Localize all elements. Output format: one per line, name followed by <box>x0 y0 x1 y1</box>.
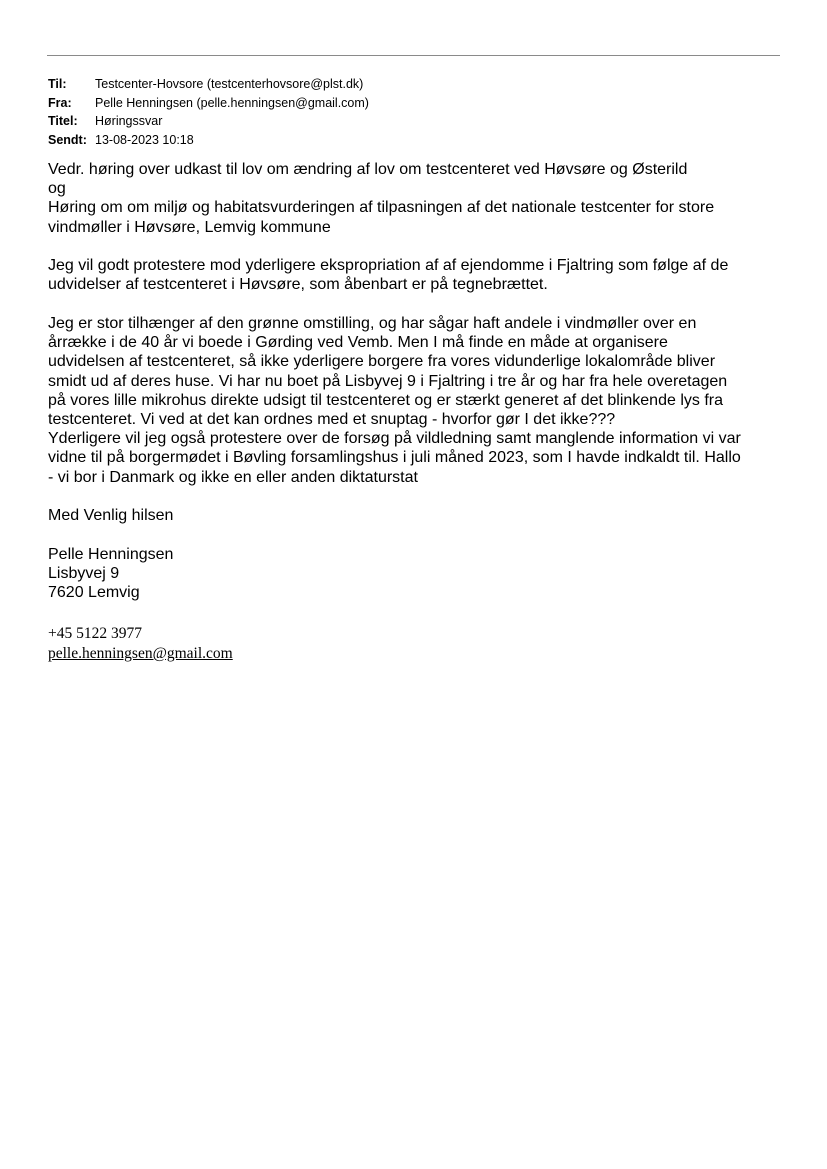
header-from-value: Pelle Henningsen (pelle.henningsen@gmail.com) <box>95 95 369 110</box>
header-subject-value: Høringssvar <box>95 114 163 128</box>
phone-number: +45 5122 3977 <box>48 625 142 642</box>
signature: Pelle Henningsen Lisbyvej 9 7620 Lemvig <box>48 545 174 602</box>
header-divider <box>47 55 780 56</box>
header-from <box>48 94 369 113</box>
header-sent-value: 13-08-2023 10:18 <box>95 132 194 147</box>
header-subject <box>48 112 369 131</box>
body-paragraph-1: Jeg vil godt protestere mod yderligere ekspropriation af af ejendomme i Fjaltring som følge af de udvidelser af testcenteret i Høvsøre, som åbenbart er på tegnebrættet. <box>48 257 729 294</box>
email-headers <box>48 75 369 149</box>
body-paragraph-2: Jeg er stor tilhænger af den grønne omstilling, og har sågar haft andele i vindmøller over en årrække i de 40 år vi boede i Gørding ved Vemb. Men I må finde en måde at organisere udvidelsen af testcenteret, så ikke yderligere borgere fra vores vidunderlige lokalområde bliver smidt ud af deres huse. Vi har nu boet på Lisbyvej 9 i Fjaltring i tre år og har fra hele overetagen på vores lille mikrohus direkte udsigt til testcenteret og er stærkt generet af det blinkende lys fra testcenteret. Vi ved at det kan ordnes med et snuptag - hvorfor gør I det ikke??? Yderligere vil jeg også protestere over de forsøg på vildledning samt manglende information vi var vidne til på borgermødet i Bøvling forsamlingshus i juli måned 2023, som I havde indkaldt til. Hallo - vi bor i Danmark og ikke en eller anden diktaturstat <box>48 315 741 486</box>
contact-block <box>48 624 233 664</box>
header-subject-label: Titel: <box>48 114 78 128</box>
email-body <box>48 160 788 602</box>
subject-block: Vedr. høring over udkast til lov om ændring af lov om testcenteret ved Høvsøre og Østerild og Høring om om miljø og habitatsvurderingen af tilpasningen af det nationale testcenter for store vindmøller i Høvsøre, Lemvig kommune <box>48 161 715 236</box>
header-sent-label: Sendt: <box>48 132 87 147</box>
header-to-value: Testcenter-Hovsore (testcenterhovsore@plst.dk) <box>95 77 364 91</box>
email-link[interactable]: pelle.henningsen@gmail.com <box>48 645 233 662</box>
header-to-label: Til: <box>48 77 67 91</box>
header-to <box>48 75 369 94</box>
header-from-label: Fra: <box>48 95 72 110</box>
header-sent <box>48 131 369 150</box>
closing: Med Venlig hilsen <box>48 507 174 525</box>
